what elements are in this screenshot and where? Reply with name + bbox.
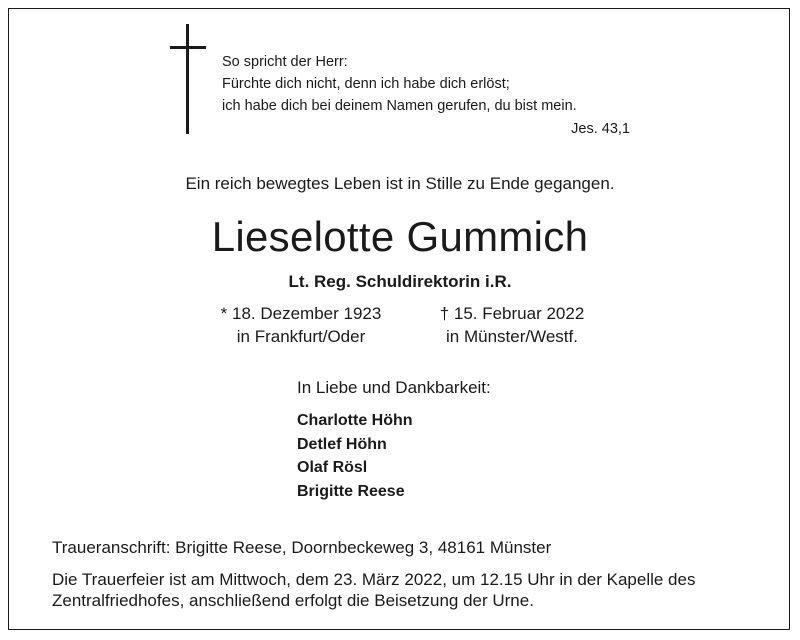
intro-text: Ein reich bewegtes Leben ist in Stille zu Ende gegangen. bbox=[185, 174, 615, 193]
birth-block bbox=[191, 302, 411, 348]
death-date: † 15. Februar 2022 bbox=[439, 304, 585, 323]
cross-icon bbox=[186, 24, 189, 134]
deceased-title: Lt. Reg. Schuldirektorin i.R. bbox=[288, 272, 512, 291]
ceremony-line: Die Trauerfeier ist am Mittwoch, dem 23. März 2022, um 12.15 Uhr in der Kapelle des bbox=[52, 570, 696, 589]
mourning-heading: In Liebe und Dankbarkeit: bbox=[297, 378, 491, 397]
ceremony-info bbox=[52, 569, 695, 611]
verse-line: Fürchte dich nicht, denn ich habe dich erlöst; bbox=[222, 76, 510, 92]
mourners-list bbox=[297, 409, 413, 503]
verse-line: So spricht der Herr: bbox=[222, 54, 348, 70]
death-block bbox=[402, 302, 622, 348]
mourning-address: Traueranschrift: Brigitte Reese, Doornbeckeweg 3, 48161 Münster bbox=[52, 538, 552, 557]
birth-date: * 18. Dezember 1923 bbox=[220, 304, 382, 323]
ceremony-line: Zentralfriedhofes, anschließend erfolgt die Beisetzung der Urne. bbox=[52, 591, 534, 610]
birth-place: in Frankfurt/Oder bbox=[236, 327, 366, 346]
mourner-name: Detlef Höhn bbox=[297, 435, 387, 453]
mourner-name: Olaf Rösl bbox=[297, 459, 368, 476]
mourner-name: Brigitte Reese bbox=[297, 482, 405, 500]
cross-icon-bar bbox=[170, 46, 206, 49]
mourner-name: Charlotte Höhn bbox=[297, 412, 413, 429]
verse-line: ich habe dich bei deinem Namen gerufen, du bist mein. bbox=[222, 98, 577, 114]
bible-verse bbox=[222, 51, 577, 117]
deceased-name: Lieselotte Gummich bbox=[211, 213, 589, 260]
verse-reference: Jes. 43,1 bbox=[571, 121, 630, 137]
death-place: in Münster/Westf. bbox=[446, 327, 578, 346]
